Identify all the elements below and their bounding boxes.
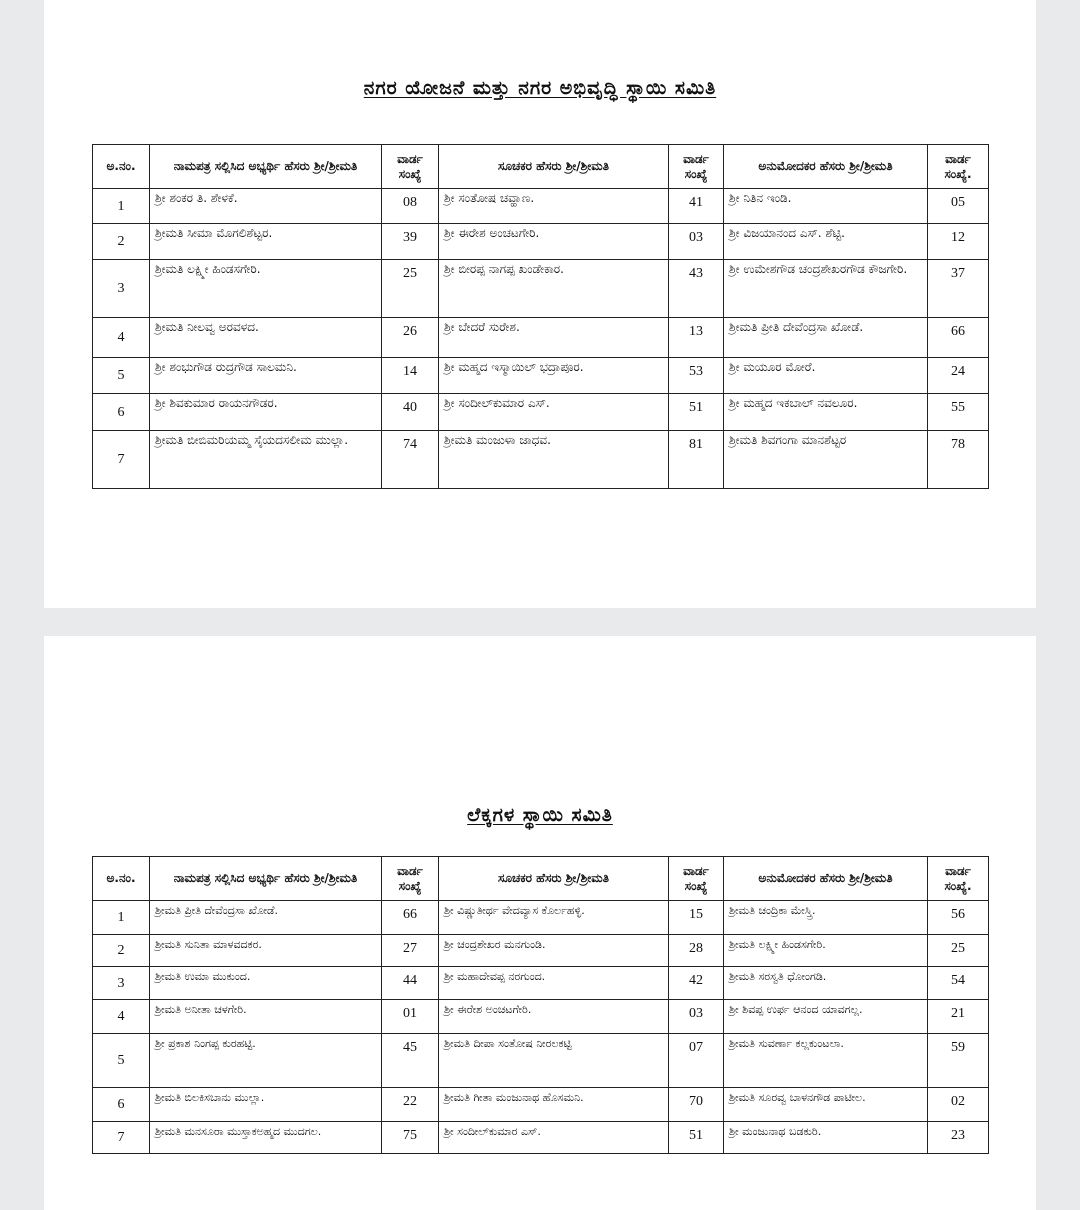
cell-seconder: ಶ್ರೀ ಶಿವಪ್ಪ ಉರ್ಫ ಆನಂದ ಯಾವಗಲ್ಲ. xyxy=(724,1000,928,1034)
cell-proposer: ಶ್ರೀ ಮಹಾದೇವಪ್ಪ ನರಗುಂದ. xyxy=(439,967,669,1000)
cell-candidate: ಶ್ರೀಮತಿ ನೀಲವ್ವ ಅರವಳದ. xyxy=(150,318,382,358)
cell-sno: 3 xyxy=(93,260,150,318)
cell-ward: 51 xyxy=(669,1122,724,1154)
header-ward: ವಾರ್ಡ ಸಂಖ್ಯೆ xyxy=(382,145,439,189)
cell-sno: 1 xyxy=(93,189,150,224)
cell-seconder: ಶ್ರೀ ವಿಜಯಾನಂದ ಎಸ್. ಶೆಟ್ಟಿ. xyxy=(724,224,928,260)
cell-candidate: ಶ್ರೀಮತಿ ಮನಸೂರಾ ಮುಸ್ತಾಕಅಹ್ಮದ ಮುದಗಲ. xyxy=(150,1122,382,1154)
nominations-table xyxy=(92,856,989,1154)
header-sno: ಅ.ನಂ. xyxy=(93,145,150,189)
cell-candidate: ಶ್ರೀಮತಿ ಅನೀತಾ ಚಳಗೇರಿ. xyxy=(150,1000,382,1034)
cell-ward: 25 xyxy=(382,260,439,318)
table-row xyxy=(93,1034,989,1088)
cell-proposer: ಶ್ರೀ ಸಂದೀಲ್‌ಕುಮಾರ ಎಸ್. xyxy=(439,1122,669,1154)
cell-sno: 4 xyxy=(93,1000,150,1034)
header-ward: ವಾರ್ಡ ಸಂಖ್ಯೆ. xyxy=(928,857,989,901)
cell-proposer: ಶ್ರೀ ಬೀರಪ್ಪ ನಾಗಪ್ಪ ಖಂಡೇಕಾರ. xyxy=(439,260,669,318)
cell-ward: 23 xyxy=(928,1122,989,1154)
cell-ward: 51 xyxy=(669,394,724,431)
cell-ward: 75 xyxy=(382,1122,439,1154)
cell-sno: 1 xyxy=(93,901,150,935)
cell-proposer: ಶ್ರೀ ಮಹ್ಮದ ಇಸ್ಮಾಯಿಲ್ ಭದ್ರಾಪೂರ. xyxy=(439,358,669,394)
cell-seconder: ಶ್ರೀ ಮಯೂರ ಮೋರೆ. xyxy=(724,358,928,394)
cell-ward: 12 xyxy=(928,224,989,260)
cell-ward: 44 xyxy=(382,967,439,1000)
cell-ward: 27 xyxy=(382,935,439,967)
cell-ward: 41 xyxy=(669,189,724,224)
cell-seconder: ಶ್ರೀ ಉಮೇಶಗೌಡ ಚಂದ್ರಶೇಖರಗೌಡ ಕೌಜಗೇರಿ. xyxy=(724,260,928,318)
cell-proposer: ಶ್ರೀಮತಿ ದೀಪಾ ಸಂತೋಷ ನೀರಲಕಟ್ಟಿ xyxy=(439,1034,669,1088)
cell-proposer: ಶ್ರೀಮತಿ ಮಂಜುಳಾ ಜಾಧವ. xyxy=(439,431,669,489)
table-row xyxy=(93,431,989,489)
cell-proposer: ಶ್ರೀ ಈರೇಶ ಅಂಚಟಗೇರಿ. xyxy=(439,1000,669,1034)
document-page-1 xyxy=(44,0,1036,608)
cell-seconder: ಶ್ರೀಮತಿ ಪ್ರೀತಿ ದೇವೆಂದ್ರಸಾ ಖೋಡೆ. xyxy=(724,318,928,358)
cell-ward: 15 xyxy=(669,901,724,935)
header-candidate: ನಾಮಪತ್ರ ಸಲ್ಲಿಸಿದ ಅಭ್ಯರ್ಥಿ ಹೆಸರು ಶ್ರೀ/ಶ್ರೀಮತಿ xyxy=(150,145,382,189)
table-row xyxy=(93,318,989,358)
cell-ward: 40 xyxy=(382,394,439,431)
cell-ward: 39 xyxy=(382,224,439,260)
cell-sno: 4 xyxy=(93,318,150,358)
cell-candidate: ಶ್ರೀಮತಿ ಸುನಿತಾ ಮಾಳವದಕರ. xyxy=(150,935,382,967)
header-ward: ವಾರ್ಡ ಸಂಖ್ಯೆ xyxy=(669,145,724,189)
header-ward: ವಾರ್ಡ ಸಂಖ್ಯೆ xyxy=(669,857,724,901)
cell-ward: 08 xyxy=(382,189,439,224)
table-row xyxy=(93,1000,989,1034)
table-row xyxy=(93,935,989,967)
cell-proposer: ಶ್ರೀ ಬೇದರೆ ಸುರೇಶ. xyxy=(439,318,669,358)
cell-ward: 03 xyxy=(669,224,724,260)
cell-ward: 21 xyxy=(928,1000,989,1034)
cell-seconder: ಶ್ರೀಮತಿ ಚಂದ್ರಿಕಾ ಮೇಸ್ತ್ರಿ. xyxy=(724,901,928,935)
cell-candidate: ಶ್ರೀ ಶಂಭುಗೌಡ ರುದ್ರಗೌಡ ಸಾಲಮನಿ. xyxy=(150,358,382,394)
cell-seconder: ಶ್ರೀಮತಿ ಲಕ್ಷ್ಮೀ ಹಿಂಡಸಗೇರಿ. xyxy=(724,935,928,967)
header-candidate: ನಾಮಪತ್ರ ಸಲ್ಲಿಸಿದ ಅಭ್ಯರ್ಥಿ ಹೆಸರು ಶ್ರೀ/ಶ್ರೀಮತಿ xyxy=(150,857,382,901)
cell-ward: 03 xyxy=(669,1000,724,1034)
header-ward: ವಾರ್ಡ ಸಂಖ್ಯೆ. xyxy=(928,145,989,189)
header-proposer: ಸೂಚಕರ ಹೆಸರು ಶ್ರೀ/ಶ್ರೀಮತಿ xyxy=(439,145,669,189)
cell-ward: 81 xyxy=(669,431,724,489)
cell-ward: 01 xyxy=(382,1000,439,1034)
cell-candidate: ಶ್ರೀಮತಿ ಲಕ್ಷ್ಮೀ ಹಿಂಡಸಗೇರಿ. xyxy=(150,260,382,318)
cell-ward: 07 xyxy=(669,1034,724,1088)
cell-ward: 14 xyxy=(382,358,439,394)
cell-proposer: ಶ್ರೀಮತಿ ಗೀತಾ ಮಂಜುನಾಥ ಹೊಸಮನಿ. xyxy=(439,1088,669,1122)
table-row xyxy=(93,358,989,394)
cell-seconder: ಶ್ರೀಮತಿ ಸರಸ್ವತಿ ಧೋಂಗಡಿ. xyxy=(724,967,928,1000)
cell-sno: 6 xyxy=(93,1088,150,1122)
cell-ward: 66 xyxy=(928,318,989,358)
cell-proposer: ಶ್ರೀ ಚಂದ್ರಶೇಖರ ಮನಗುಂಡಿ. xyxy=(439,935,669,967)
cell-ward: 13 xyxy=(669,318,724,358)
cell-ward: 43 xyxy=(669,260,724,318)
header-seconder: ಅನುಮೋದಕರ ಹೆಸರು ಶ್ರೀ/ಶ್ರೀಮತಿ xyxy=(724,857,928,901)
header-seconder: ಅನುಮೋದಕರ ಹೆಸರು ಶ್ರೀ/ಶ್ರೀಮತಿ xyxy=(724,145,928,189)
table-row xyxy=(93,260,989,318)
committee-title: ನಗರ ಯೋಜನೆ ಮತ್ತು ನಗರ ಅಭಿವೃದ್ಧಿ ಸ್ಥಾಯಿ ಸಮಿತಿ xyxy=(363,77,717,99)
cell-ward: 74 xyxy=(382,431,439,489)
cell-candidate: ಶ್ರೀಮತಿ ಪ್ರೀತಿ ದೇವೆಂದ್ರಸಾ ಖೋಡೆ. xyxy=(150,901,382,935)
cell-ward: 05 xyxy=(928,189,989,224)
cell-seconder: ಶ್ರೀ ನಿತಿನ ಇಂಡಿ. xyxy=(724,189,928,224)
cell-ward: 24 xyxy=(928,358,989,394)
table-header-row xyxy=(93,857,989,901)
cell-ward: 54 xyxy=(928,967,989,1000)
cell-candidate: ಶ್ರೀಮತಿ ಬಿಲಕಿಸಬಾನು ಮುಲ್ಲಾ. xyxy=(150,1088,382,1122)
table-row xyxy=(93,189,989,224)
table-row xyxy=(93,394,989,431)
cell-sno: 2 xyxy=(93,935,150,967)
cell-seconder: ಶ್ರೀಮತಿ ಸುವರ್ಣಾ ಕಲ್ಲಕುಂಟಲಾ. xyxy=(724,1034,928,1088)
cell-ward: 26 xyxy=(382,318,439,358)
cell-proposer: ಶ್ರೀ ಈರೇಶ ಅಂಚಟಗೇರಿ. xyxy=(439,224,669,260)
header-sno: ಅ.ನಂ. xyxy=(93,857,150,901)
cell-ward: 28 xyxy=(669,935,724,967)
cell-candidate: ಶ್ರೀ ಶಿವಕುಮಾರ ರಾಯನಗೌಡರ. xyxy=(150,394,382,431)
cell-seconder: ಶ್ರೀ ಮಹ್ಮದ ಇಕಬಾಲ್ ನವಲೂರ. xyxy=(724,394,928,431)
table-row xyxy=(93,967,989,1000)
document-page-2 xyxy=(44,636,1036,1210)
header-ward: ವಾರ್ಡ ಸಂಖ್ಯೆ xyxy=(382,857,439,901)
cell-ward: 25 xyxy=(928,935,989,967)
cell-ward: 78 xyxy=(928,431,989,489)
committee-title: ಲೆಕ್ಕಗಳ ಸ್ಥಾಯಿ ಸಮಿತಿ xyxy=(467,804,613,826)
cell-candidate: ಶ್ರೀಮತಿ ಸೀಮಾ ಮೊಗಲಿಶೆಟ್ಟರ. xyxy=(150,224,382,260)
cell-ward: 66 xyxy=(382,901,439,935)
cell-proposer: ಶ್ರೀ ಸಂತೋಷ ಚವ್ಹಾಣ. xyxy=(439,189,669,224)
cell-ward: 42 xyxy=(669,967,724,1000)
cell-sno: 7 xyxy=(93,1122,150,1154)
cell-ward: 37 xyxy=(928,260,989,318)
table-header-row xyxy=(93,145,989,189)
cell-sno: 3 xyxy=(93,967,150,1000)
cell-ward: 70 xyxy=(669,1088,724,1122)
cell-ward: 55 xyxy=(928,394,989,431)
cell-sno: 2 xyxy=(93,224,150,260)
table-row xyxy=(93,901,989,935)
nominations-table xyxy=(92,144,989,489)
cell-ward: 22 xyxy=(382,1088,439,1122)
table-row xyxy=(93,1122,989,1154)
cell-sno: 5 xyxy=(93,1034,150,1088)
cell-candidate: ಶ್ರೀ ಶಂಕರ ತಿ. ಶೇಳಕೆ. xyxy=(150,189,382,224)
cell-sno: 6 xyxy=(93,394,150,431)
table-row xyxy=(93,224,989,260)
cell-proposer: ಶ್ರೀ ಸಂದೀಲ್‌ಕುಮಾರ ಎಸ್. xyxy=(439,394,669,431)
cell-ward: 45 xyxy=(382,1034,439,1088)
cell-ward: 56 xyxy=(928,901,989,935)
cell-candidate: ಶ್ರೀ ಪ್ರಕಾಶ ನಿಂಗಪ್ಪ ಕುರಹಟ್ಟಿ. xyxy=(150,1034,382,1088)
cell-ward: 59 xyxy=(928,1034,989,1088)
table-row xyxy=(93,1088,989,1122)
cell-sno: 5 xyxy=(93,358,150,394)
cell-seconder: ಶ್ರೀಮತಿ ಶಿವಗಂಗಾ ಮಾನಶೆಟ್ಟರ xyxy=(724,431,928,489)
cell-seconder: ಶ್ರೀ ಮಂಜುನಾಥ ಬಡಕುರಿ. xyxy=(724,1122,928,1154)
cell-candidate: ಶ್ರೀಮತಿ ಉಮಾ ಮುಕುಂದ. xyxy=(150,967,382,1000)
cell-candidate: ಶ್ರೀಮತಿ ಬೀಬಿಮರಿಯಮ್ಮ ಸೈಯದಸಲೀಮ ಮುಲ್ಲಾ. xyxy=(150,431,382,489)
cell-sno: 7 xyxy=(93,431,150,489)
cell-proposer: ಶ್ರೀ ವಿಷ್ಣುತೀರ್ಥ ವೇದವ್ಯಾಸ ಕೊರ್ಲಹಳ್ಳಿ. xyxy=(439,901,669,935)
cell-ward: 02 xyxy=(928,1088,989,1122)
cell-seconder: ಶ್ರೀಮತಿ ಸೂರವ್ವ ಬಾಳನಗೌಡ ಪಾಟೀಲ. xyxy=(724,1088,928,1122)
cell-ward: 53 xyxy=(669,358,724,394)
header-proposer: ಸೂಚಕರ ಹೆಸರು ಶ್ರೀ/ಶ್ರೀಮತಿ xyxy=(439,857,669,901)
